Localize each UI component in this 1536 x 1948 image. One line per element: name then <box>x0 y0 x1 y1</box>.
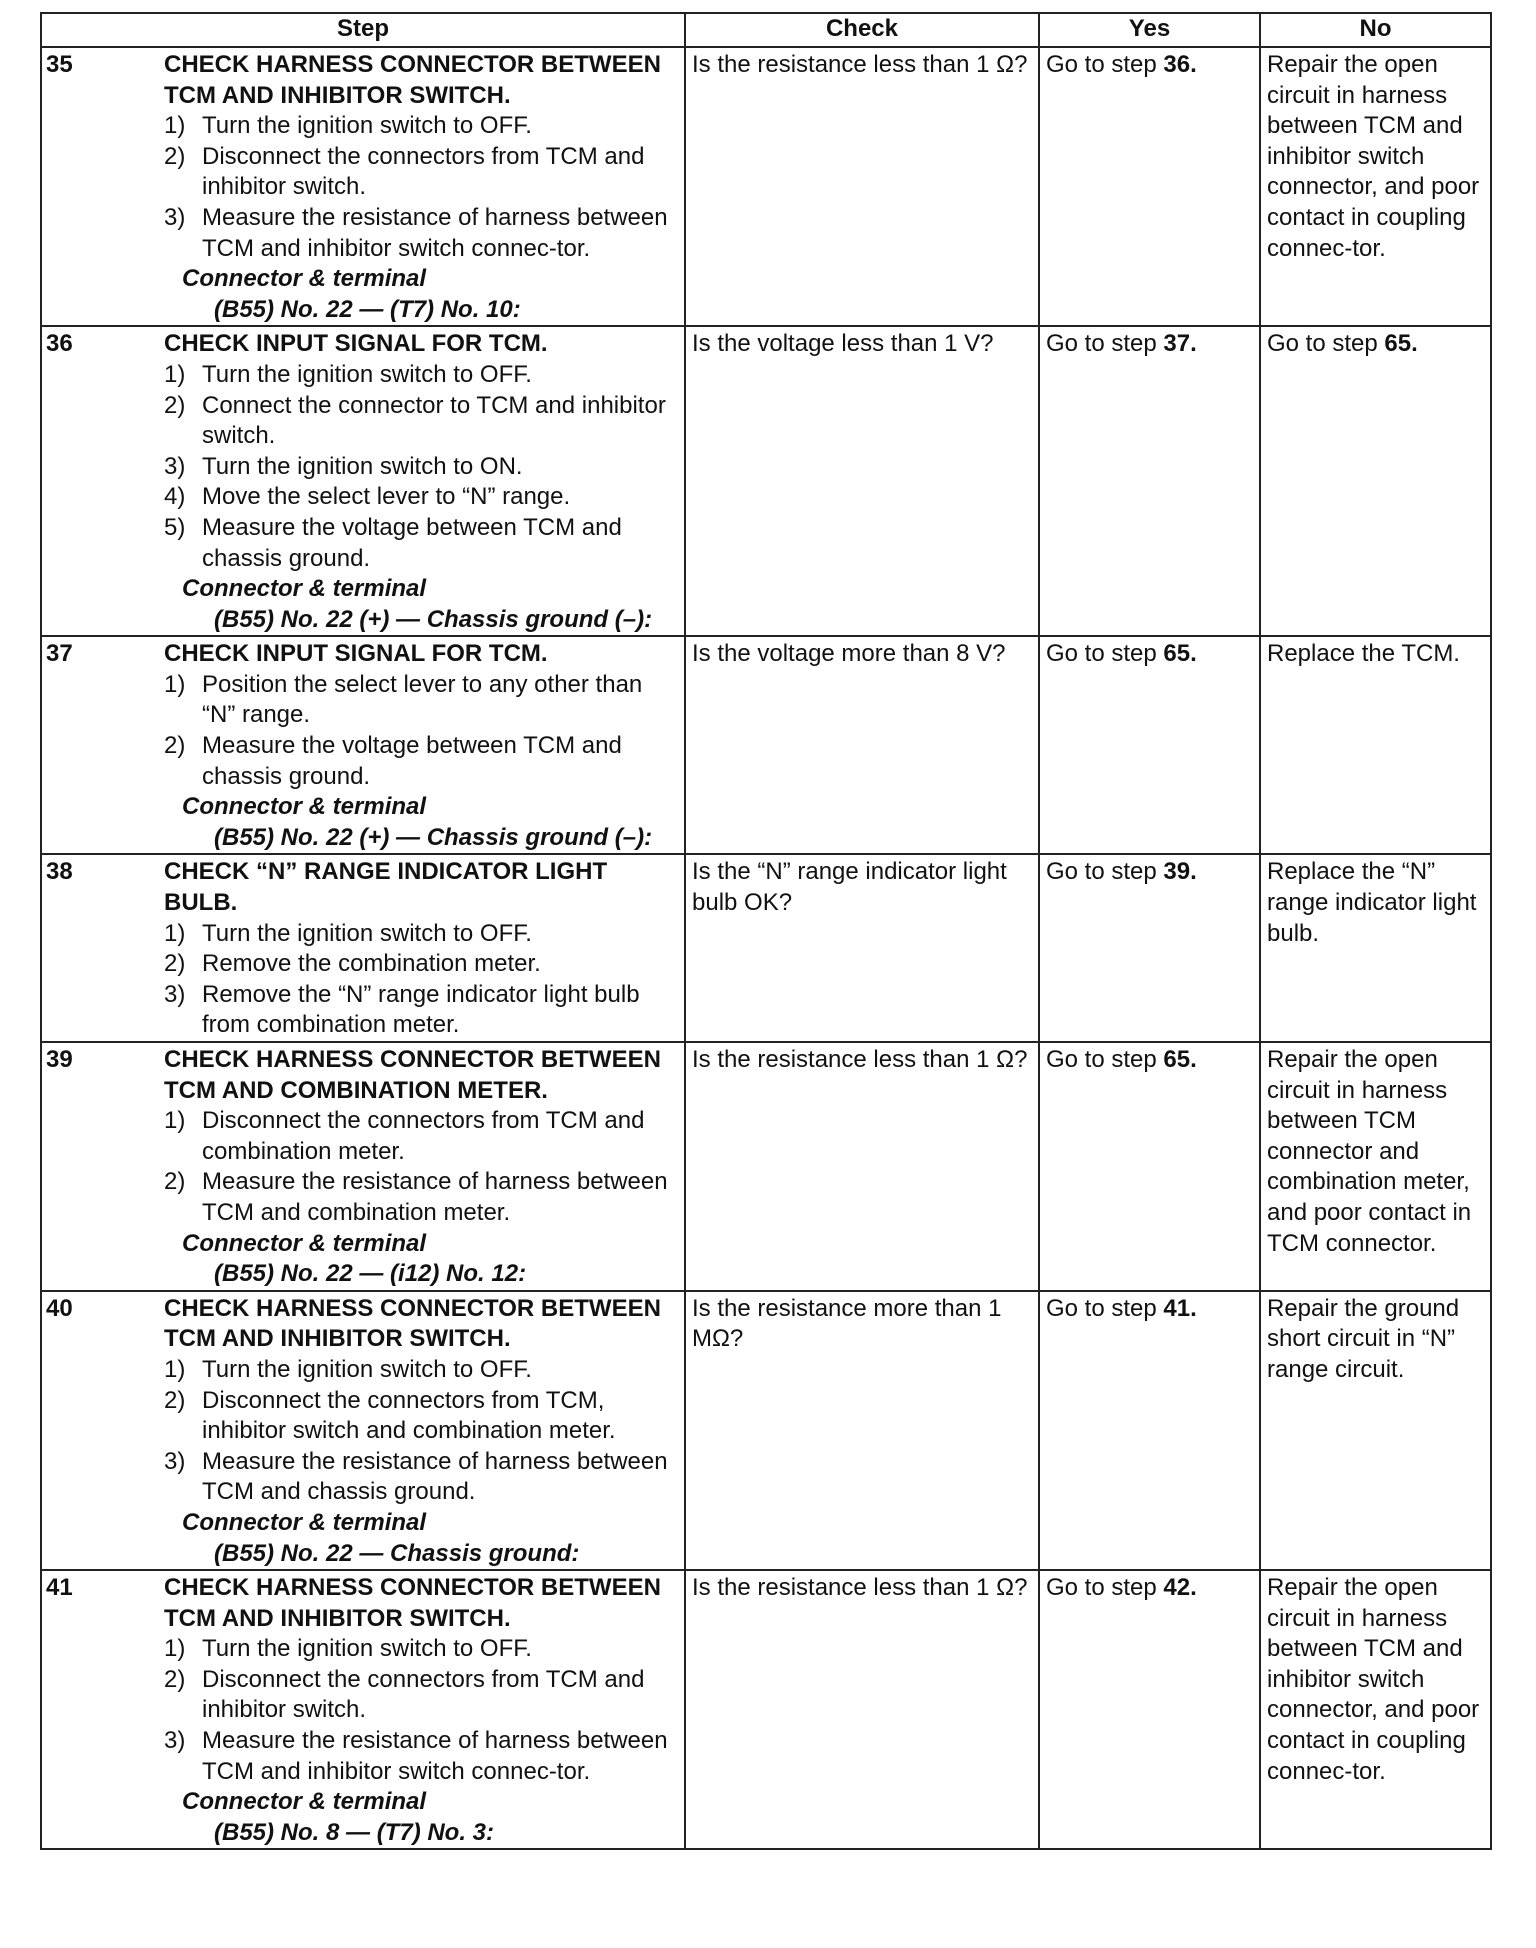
check-cell: Is the resistance more than 1 MΩ? <box>685 1291 1039 1570</box>
step-number: 36 <box>46 330 73 358</box>
no-step-number: 65. <box>1384 330 1418 358</box>
no-cell <box>1260 326 1491 636</box>
check-cell: Is the “N” range indicator light bulb OK? <box>685 854 1039 1042</box>
substep <box>164 111 678 142</box>
substep-text: Disconnect the connectors from TCM and combination meter. <box>202 1107 645 1165</box>
substep <box>164 1355 678 1386</box>
substep-text: Measure the voltage between TCM and chassis ground. <box>202 513 622 572</box>
step-title: CHECK HARNESS CONNECTOR BETWEEN TCM AND INHIBITOR SWITCH. <box>164 1294 661 1353</box>
step-number: 37 <box>46 640 73 668</box>
substep <box>164 980 678 1041</box>
table-row <box>41 326 1491 636</box>
substep-marker: 2) <box>164 391 186 419</box>
check-cell: Is the voltage more than 8 V? <box>685 636 1039 854</box>
substep <box>164 452 678 483</box>
no-text: Replace the “N” range indicator light bulb. <box>1267 858 1477 947</box>
substep <box>164 1386 678 1447</box>
connector-label: Connector & terminal <box>182 1508 427 1536</box>
substep-text: Measure the resistance of harness between TCM and combination meter. <box>202 1168 668 1226</box>
connector-value: (B55) No. 22 — Chassis ground: <box>214 1539 580 1567</box>
substep-marker: 1) <box>164 1107 186 1135</box>
yes-cell <box>1039 1291 1260 1570</box>
connector-label: Connector & terminal <box>182 1788 427 1816</box>
substep-marker: 1) <box>164 670 186 698</box>
table-row <box>41 47 1491 326</box>
substep-marker: 1) <box>164 1355 186 1383</box>
connector-label: Connector & terminal <box>182 265 427 293</box>
connector-value: (B55) No. 8 — (T7) No. 3: <box>214 1818 495 1846</box>
substep <box>164 482 678 513</box>
substep-text: Turn the ignition switch to OFF. <box>202 919 532 947</box>
check-cell: Is the resistance less than 1 Ω? <box>685 1042 1039 1291</box>
header-step: Step <box>41 13 685 47</box>
yes-cell <box>1039 47 1260 326</box>
substep-list <box>164 1634 678 1787</box>
connector-value: (B55) No. 22 (+) — Chassis ground (–): <box>214 823 653 851</box>
step-title: CHECK “N” RANGE INDICATOR LIGHT BULB. <box>164 858 608 917</box>
yes-text: Go to step <box>1046 330 1164 358</box>
substep-text: Connect the connector to TCM and inhibitor switch. <box>202 391 666 450</box>
substep-list <box>164 919 678 1041</box>
substep-marker: 2) <box>164 142 186 170</box>
substep-text: Disconnect the connectors from TCM and inhibitor switch. <box>202 1665 645 1724</box>
connector-label: Connector & terminal <box>182 793 427 821</box>
substep-text: Turn the ignition switch to OFF. <box>202 112 532 140</box>
substep <box>164 203 678 264</box>
connector-label: Connector & terminal <box>182 1229 427 1257</box>
yes-cell <box>1039 1042 1260 1291</box>
step-cell <box>41 47 685 326</box>
header-row <box>41 13 1491 47</box>
substep <box>164 670 678 731</box>
header-no: No <box>1260 13 1491 47</box>
check-cell: Is the resistance less than 1 Ω? <box>685 47 1039 326</box>
table-row <box>41 636 1491 854</box>
yes-cell <box>1039 854 1260 1042</box>
substep-marker: 1) <box>164 360 186 388</box>
substep <box>164 1726 678 1787</box>
step-number: 39 <box>46 1046 73 1073</box>
step-number: 38 <box>46 858 73 886</box>
check-cell: Is the resistance less than 1 Ω? <box>685 1570 1039 1849</box>
substep-marker: 2) <box>164 1386 186 1414</box>
substep <box>164 1665 678 1726</box>
yes-text: Go to step <box>1046 1294 1164 1322</box>
substep <box>164 919 678 950</box>
substep-marker: 2) <box>164 950 186 978</box>
yes-cell <box>1039 1570 1260 1849</box>
substep-marker: 2) <box>164 1168 186 1196</box>
yes-cell <box>1039 326 1260 636</box>
no-text: Replace the TCM. <box>1267 640 1460 668</box>
table-row <box>41 1291 1491 1570</box>
substep-list <box>164 670 678 792</box>
substep-text: Measure the resistance of harness between TCM and inhibitor switch connec-tor. <box>202 1727 668 1785</box>
substep-marker: 3) <box>164 452 186 480</box>
substep <box>164 391 678 452</box>
no-cell <box>1260 47 1491 326</box>
substep-marker: 1) <box>164 1635 186 1663</box>
substep <box>164 1447 678 1508</box>
step-number: 41 <box>46 1574 73 1602</box>
table-row <box>41 1570 1491 1849</box>
substep <box>164 513 678 574</box>
substep <box>164 949 678 980</box>
step-cell <box>41 636 685 854</box>
header-yes: Yes <box>1039 13 1260 47</box>
no-cell <box>1260 1291 1491 1570</box>
substep-text: Position the select lever to any other than “N” range. <box>202 670 643 729</box>
yes-step-number: 41. <box>1163 1294 1197 1322</box>
substep <box>164 1106 678 1167</box>
step-cell <box>41 1291 685 1570</box>
header-check: Check <box>685 13 1039 47</box>
substep-marker: 3) <box>164 980 186 1008</box>
substep-text: Disconnect the connectors from TCM and inhibitor switch. <box>202 142 645 201</box>
yes-step-number: 65. <box>1163 640 1197 668</box>
substep-list <box>164 360 678 574</box>
substep-text: Turn the ignition switch to ON. <box>202 452 523 480</box>
yes-text: Go to step <box>1046 1574 1164 1602</box>
yes-text: Go to step <box>1046 858 1164 886</box>
no-cell <box>1260 1042 1491 1291</box>
substep-list <box>164 111 678 264</box>
table-row <box>41 1042 1491 1291</box>
substep-marker: 2) <box>164 1665 186 1693</box>
substep-text: Move the select lever to “N” range. <box>202 483 571 511</box>
substep <box>164 731 678 792</box>
substep-marker: 1) <box>164 112 186 140</box>
no-cell <box>1260 636 1491 854</box>
substep-text: Turn the ignition switch to OFF. <box>202 360 532 388</box>
substep-text: Measure the resistance of harness between TCM and chassis ground. <box>202 1447 668 1506</box>
no-cell <box>1260 1570 1491 1849</box>
yes-step-number: 65. <box>1163 1046 1197 1073</box>
connector-value: (B55) No. 22 — (i12) No. 12: <box>214 1260 527 1288</box>
substep-marker: 3) <box>164 1447 186 1475</box>
step-number: 35 <box>46 51 73 78</box>
no-text: Repair the open circuit in harness between TCM connector and combination meter, and poor contact in TCM connector. <box>1267 1046 1472 1257</box>
yes-text: Go to step <box>1046 1046 1164 1073</box>
yes-step-number: 39. <box>1163 858 1197 886</box>
step-title: CHECK HARNESS CONNECTOR BETWEEN TCM AND COMBINATION METER. <box>164 1046 661 1104</box>
step-number: 40 <box>46 1294 73 1322</box>
substep-list <box>164 1106 678 1228</box>
substep <box>164 360 678 391</box>
step-cell <box>41 326 685 636</box>
substep-text: Remove the combination meter. <box>202 950 541 978</box>
table-row <box>41 854 1491 1042</box>
step-cell <box>41 854 685 1042</box>
connector-value: (B55) No. 22 — (T7) No. 10: <box>214 295 521 323</box>
substep-text: Turn the ignition switch to OFF. <box>202 1635 532 1663</box>
connector-value: (B55) No. 22 (+) — Chassis ground (–): <box>214 605 653 633</box>
no-text: Repair the ground short circuit in “N” range circuit. <box>1267 1294 1460 1383</box>
substep-marker: 1) <box>164 919 186 947</box>
substep-text: Turn the ignition switch to OFF. <box>202 1355 532 1383</box>
step-title: CHECK INPUT SIGNAL FOR TCM. <box>164 330 548 358</box>
substep-list <box>164 1355 678 1508</box>
no-text: Repair the open circuit in harness between TCM and inhibitor switch connector, and poor contact in coupling connec-tor. <box>1267 51 1480 262</box>
yes-text: Go to step <box>1046 640 1164 668</box>
diagnostic-table <box>40 12 1492 1850</box>
connector-label: Connector & terminal <box>182 575 427 603</box>
step-cell <box>41 1570 685 1849</box>
substep-marker: 3) <box>164 1727 186 1755</box>
no-text: Repair the open circuit in harness between TCM and inhibitor switch connector, and poor contact in coupling connec-tor. <box>1267 1574 1480 1785</box>
yes-step-number: 42. <box>1163 1574 1197 1602</box>
substep-marker: 5) <box>164 513 186 541</box>
substep-text: Measure the resistance of harness between TCM and inhibitor switch connec-tor. <box>202 203 668 262</box>
substep <box>164 1167 678 1228</box>
yes-step-number: 37. <box>1163 330 1197 358</box>
substep-text: Disconnect the connectors from TCM, inhibitor switch and combination meter. <box>202 1386 616 1445</box>
substep <box>164 142 678 203</box>
substep-marker: 4) <box>164 483 186 511</box>
table-body <box>41 47 1491 1849</box>
substep-marker: 2) <box>164 732 186 760</box>
step-title: CHECK HARNESS CONNECTOR BETWEEN TCM AND INHIBITOR SWITCH. <box>164 51 661 109</box>
substep <box>164 1634 678 1665</box>
yes-cell <box>1039 636 1260 854</box>
substep-text: Remove the “N” range indicator light bulb from combination meter. <box>202 980 640 1039</box>
yes-step-number: 36. <box>1163 51 1197 78</box>
check-cell: Is the voltage less than 1 V? <box>685 326 1039 636</box>
yes-text: Go to step <box>1046 51 1164 78</box>
step-title: CHECK INPUT SIGNAL FOR TCM. <box>164 640 548 668</box>
substep-marker: 3) <box>164 203 186 231</box>
step-cell <box>41 1042 685 1291</box>
no-cell <box>1260 854 1491 1042</box>
no-text: Go to step <box>1267 330 1385 358</box>
step-title: CHECK HARNESS CONNECTOR BETWEEN TCM AND INHIBITOR SWITCH. <box>164 1574 661 1632</box>
substep-text: Measure the voltage between TCM and chassis ground. <box>202 732 622 790</box>
